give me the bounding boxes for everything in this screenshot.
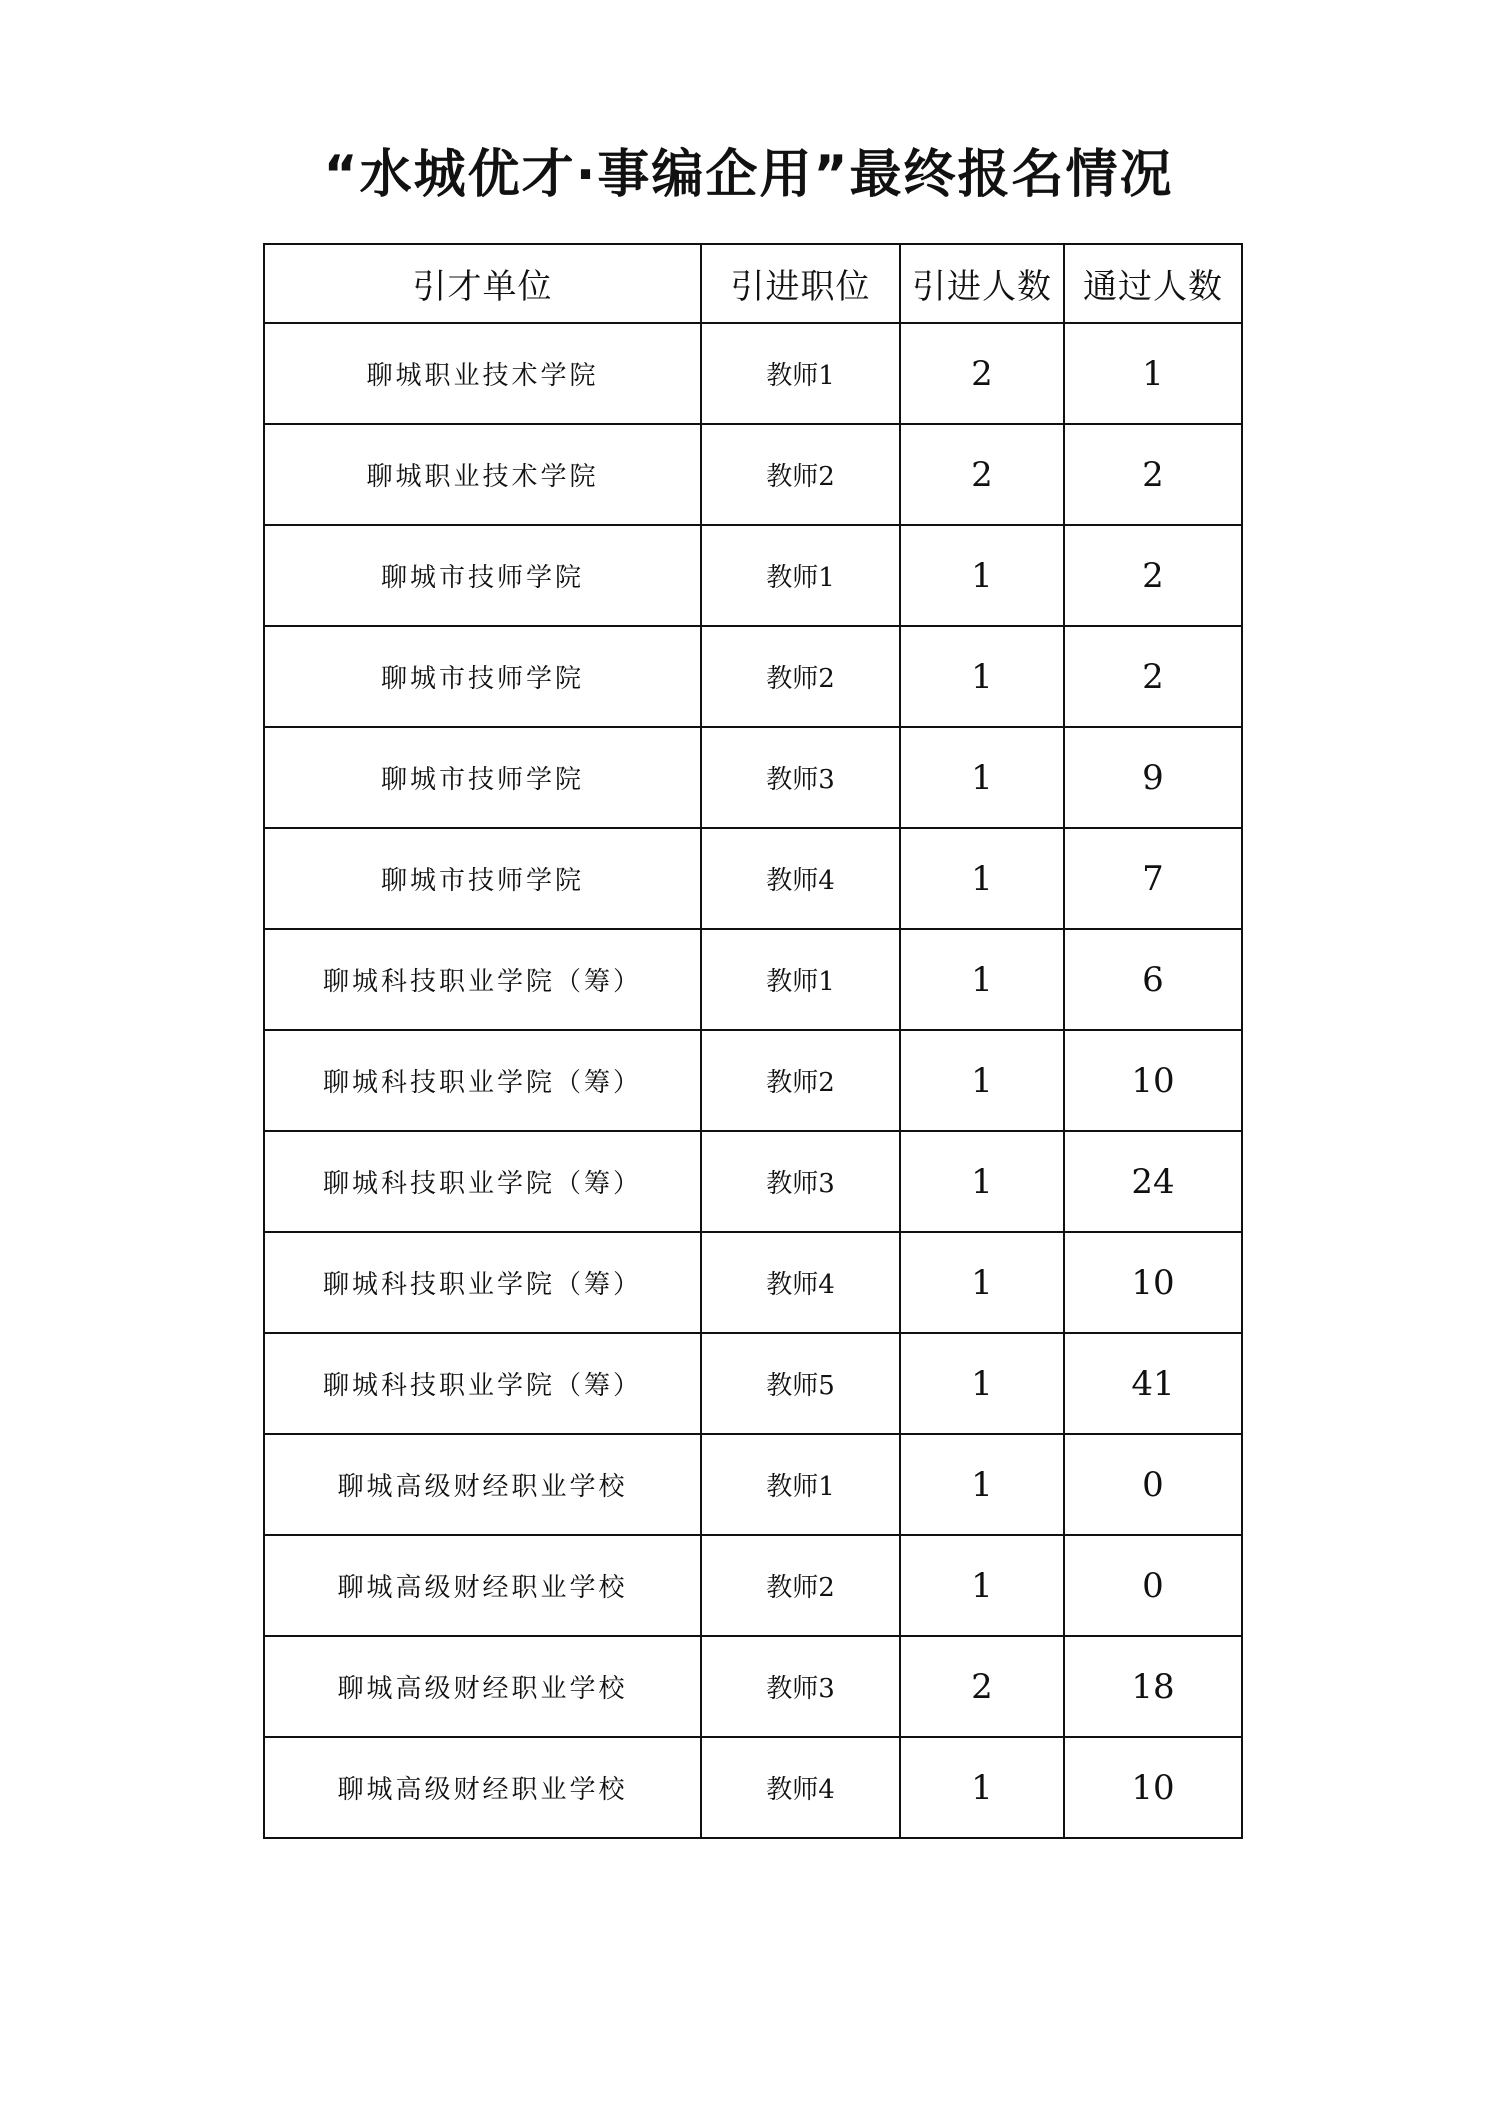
header-position: 引进职位 <box>701 244 900 323</box>
cell-unit: 聊城科技职业学院（筹） <box>264 929 701 1030</box>
cell-planned: 1 <box>900 626 1064 727</box>
cell-planned: 2 <box>900 323 1064 424</box>
cell-unit: 聊城高级财经职业学校 <box>264 1636 701 1737</box>
cell-passed: 10 <box>1064 1737 1242 1838</box>
cell-position: 教师4 <box>701 1737 900 1838</box>
cell-passed: 1 <box>1064 323 1242 424</box>
cell-position: 教师4 <box>701 828 900 929</box>
cell-passed: 2 <box>1064 424 1242 525</box>
table-row <box>264 1737 1242 1838</box>
cell-unit: 聊城科技职业学院（筹） <box>264 1131 701 1232</box>
cell-position: 教师1 <box>701 525 900 626</box>
table-row <box>264 626 1242 727</box>
cell-planned: 1 <box>900 1535 1064 1636</box>
cell-passed: 2 <box>1064 525 1242 626</box>
cell-planned: 1 <box>900 1737 1064 1838</box>
cell-position: 教师2 <box>701 424 900 525</box>
table-row <box>264 1232 1242 1333</box>
cell-passed: 10 <box>1064 1030 1242 1131</box>
cell-passed: 10 <box>1064 1232 1242 1333</box>
cell-position: 教师4 <box>701 1232 900 1333</box>
header-passed-count: 通过人数 <box>1064 244 1242 323</box>
cell-unit: 聊城职业技术学院 <box>264 424 701 525</box>
page-title: “水城优才·事编企用”最终报名情况 <box>323 145 1174 205</box>
table-row <box>264 727 1242 828</box>
cell-unit: 聊城市技师学院 <box>264 828 701 929</box>
cell-position: 教师3 <box>701 1131 900 1232</box>
cell-unit: 聊城市技师学院 <box>264 727 701 828</box>
table-row <box>264 1333 1242 1434</box>
cell-planned: 1 <box>900 1030 1064 1131</box>
cell-position: 教师1 <box>701 1434 900 1535</box>
cell-position: 教师3 <box>701 1636 900 1737</box>
table-row <box>264 1535 1242 1636</box>
cell-planned: 1 <box>900 1434 1064 1535</box>
cell-unit: 聊城高级财经职业学校 <box>264 1737 701 1838</box>
cell-unit: 聊城市技师学院 <box>264 525 701 626</box>
table-row <box>264 1030 1242 1131</box>
cell-position: 教师1 <box>701 323 900 424</box>
table-header-row <box>264 244 1242 323</box>
cell-planned: 2 <box>900 424 1064 525</box>
cell-unit: 聊城高级财经职业学校 <box>264 1434 701 1535</box>
table-row <box>264 1636 1242 1737</box>
cell-planned: 1 <box>900 828 1064 929</box>
table-row <box>264 525 1242 626</box>
cell-position: 教师1 <box>701 929 900 1030</box>
cell-passed: 18 <box>1064 1636 1242 1737</box>
cell-position: 教师2 <box>701 626 900 727</box>
cell-passed: 6 <box>1064 929 1242 1030</box>
cell-passed: 24 <box>1064 1131 1242 1232</box>
cell-unit: 聊城高级财经职业学校 <box>264 1535 701 1636</box>
cell-position: 教师5 <box>701 1333 900 1434</box>
cell-unit: 聊城科技职业学院（筹） <box>264 1030 701 1131</box>
cell-planned: 1 <box>900 1333 1064 1434</box>
header-planned-count: 引进人数 <box>900 244 1064 323</box>
cell-unit: 聊城科技职业学院（筹） <box>264 1232 701 1333</box>
table-row <box>264 1131 1242 1232</box>
cell-position: 教师2 <box>701 1535 900 1636</box>
cell-unit: 聊城职业技术学院 <box>264 323 701 424</box>
cell-passed: 41 <box>1064 1333 1242 1434</box>
cell-planned: 1 <box>900 727 1064 828</box>
cell-passed: 0 <box>1064 1535 1242 1636</box>
cell-passed: 7 <box>1064 828 1242 929</box>
table-row <box>264 323 1242 424</box>
cell-unit: 聊城科技职业学院（筹） <box>264 1333 701 1434</box>
cell-planned: 1 <box>900 1131 1064 1232</box>
table-row <box>264 1434 1242 1535</box>
cell-planned: 1 <box>900 525 1064 626</box>
header-unit: 引才单位 <box>264 244 701 323</box>
registration-table <box>263 243 1243 1839</box>
cell-passed: 9 <box>1064 727 1242 828</box>
cell-position: 教师3 <box>701 727 900 828</box>
cell-planned: 1 <box>900 929 1064 1030</box>
table-row <box>264 929 1242 1030</box>
cell-planned: 2 <box>900 1636 1064 1737</box>
table-row <box>264 424 1242 525</box>
cell-passed: 0 <box>1064 1434 1242 1535</box>
cell-unit: 聊城市技师学院 <box>264 626 701 727</box>
cell-passed: 2 <box>1064 626 1242 727</box>
table-row <box>264 828 1242 929</box>
cell-position: 教师2 <box>701 1030 900 1131</box>
cell-planned: 1 <box>900 1232 1064 1333</box>
